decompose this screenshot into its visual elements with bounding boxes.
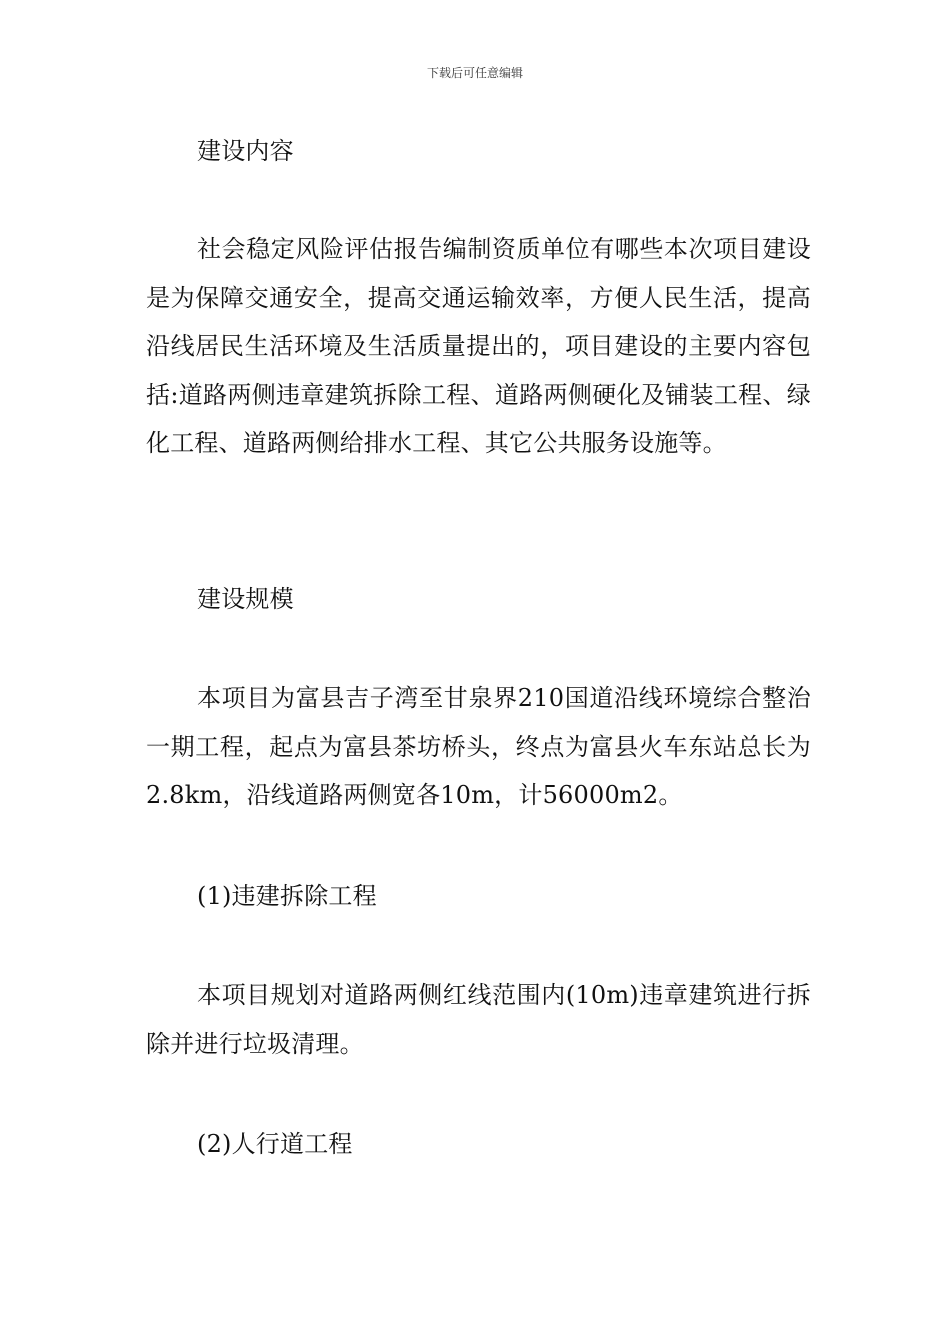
- heading-demolition-works: (1)违建拆除工程: [197, 882, 377, 910]
- heading-construction-scale: 建设规模: [197, 585, 294, 613]
- paragraph-construction-content: 社会稳定风险评估报告编制资质单位有哪些本次项目建设是为保障交通安全，提高交通运输效率，方便人民生活，提高沿线居民生活环境及生活质量提出的，项目建设的主要内容包括:道路两侧违章建筑拆除工程、道路两侧硬化及铺装工程、绿化工程、道路两侧给排水工程、其它公共服务设施等。: [146, 235, 811, 457]
- paragraph-demolition-works: 本项目规划对道路两侧红线范围内(10m)违章建筑进行拆除并进行垃圾清理。: [146, 981, 811, 1058]
- page-header: 下载后可任意编辑: [426, 66, 523, 80]
- paragraph-construction-scale: 本项目为富县吉子湾至甘泉界210国道沿线环境综合整治一期工程，起点为富县茶坊桥头，终点为富县火车东站总长为2.8km，沿线道路两侧宽各10m，计56000m2。: [146, 684, 811, 809]
- heading-sidewalk-works: (2)人行道工程: [197, 1130, 353, 1158]
- heading-construction-content: 建设内容: [197, 137, 294, 165]
